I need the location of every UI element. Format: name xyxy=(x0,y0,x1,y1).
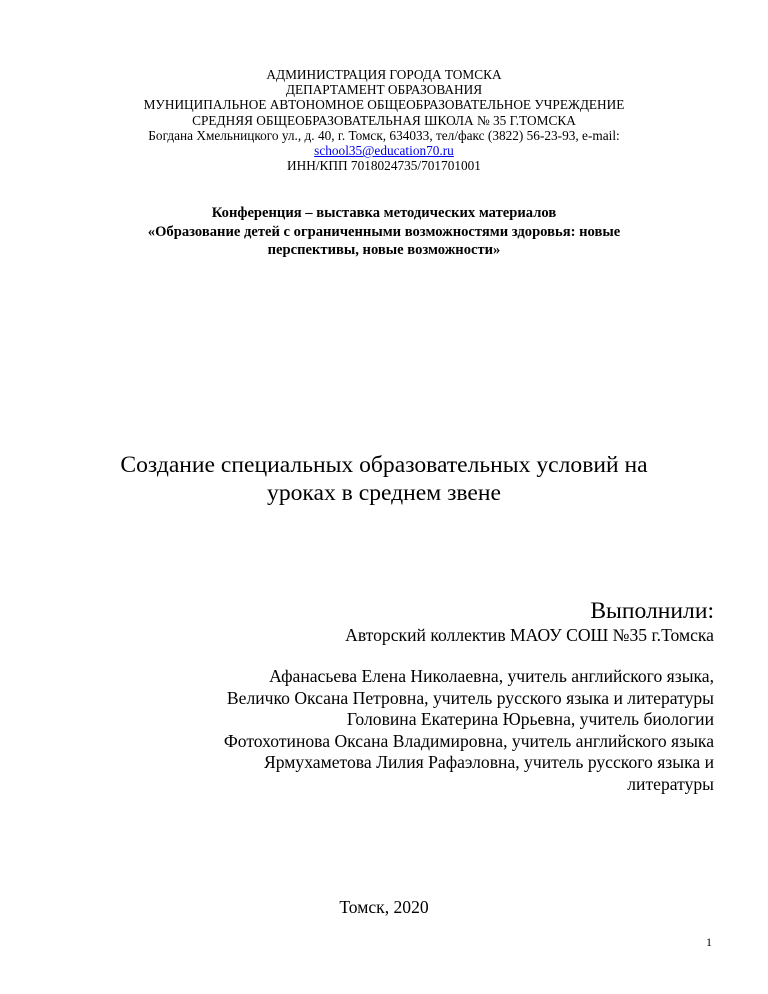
header-line-address: Богдана Хмельницкого ул., д. 40, г. Томск, 634033, тел/факс (3822) 56-23-93, e-mail: xyxy=(148,127,620,143)
header-line-department: ДЕПАРТАМЕНТ ОБРАЗОВАНИЯ xyxy=(285,82,483,98)
authors-block xyxy=(74,598,714,796)
work-title-line-1: Создание специальных образовательных условий на xyxy=(120,452,648,478)
author-line: Величко Оксана Петровна, учитель русского языка и литературы xyxy=(226,687,714,708)
author-line: литературы xyxy=(627,773,714,794)
organization-header xyxy=(60,67,708,173)
author-line: Ярмухаметова Лилия Рафаэловна, учитель русского языка и xyxy=(264,752,714,773)
email-link[interactable]: school35@education70.ru xyxy=(314,143,454,159)
author-list xyxy=(74,666,714,796)
header-line-institution-type: МУНИЦИПАЛЬНОЕ АВТОНОМНОЕ ОБЩЕОБРАЗОВАТЕЛЬНОЕ УЧРЕЖДЕНИЕ xyxy=(143,97,625,113)
page-number: 1 xyxy=(706,935,712,949)
work-title-line-2: уроках в среднем звене xyxy=(267,479,501,506)
place-and-year: Томск, 2020 xyxy=(339,897,429,917)
author-line: Афанасьева Елена Николаевна, учитель английского языка, xyxy=(269,666,714,686)
header-email-line xyxy=(60,143,708,158)
header-line-inn: ИНН/КПП 7018024735/701701001 xyxy=(287,158,481,174)
conference-title xyxy=(60,204,708,260)
conference-line-3: перспективы, новые возможности» xyxy=(267,242,501,259)
author-line: Головина Екатерина Юрьевна, учитель биологии xyxy=(346,709,714,730)
header-line-school-name: СРЕДНЯЯ ОБЩЕОБРАЗОВАТЕЛЬНАЯ ШКОЛА № 35 Г.ТОМСКА xyxy=(192,112,576,128)
conference-line-2: «Образование детей с ограниченными возможностями здоровья: новые xyxy=(147,223,621,240)
work-title xyxy=(60,452,708,507)
author-line: Фотохотинова Оксана Владимировна, учитель английского языка xyxy=(223,730,714,751)
header-line-administration: АДМИНИСТРАЦИЯ ГОРОДА ТОМСКА xyxy=(266,67,502,82)
author-collective: Авторский коллектив МАОУ СОШ №35 г.Томска xyxy=(345,625,714,645)
performed-label: Выполнили: xyxy=(590,598,714,624)
conference-line-1: Конференция – выставка методических материалов xyxy=(211,205,557,221)
